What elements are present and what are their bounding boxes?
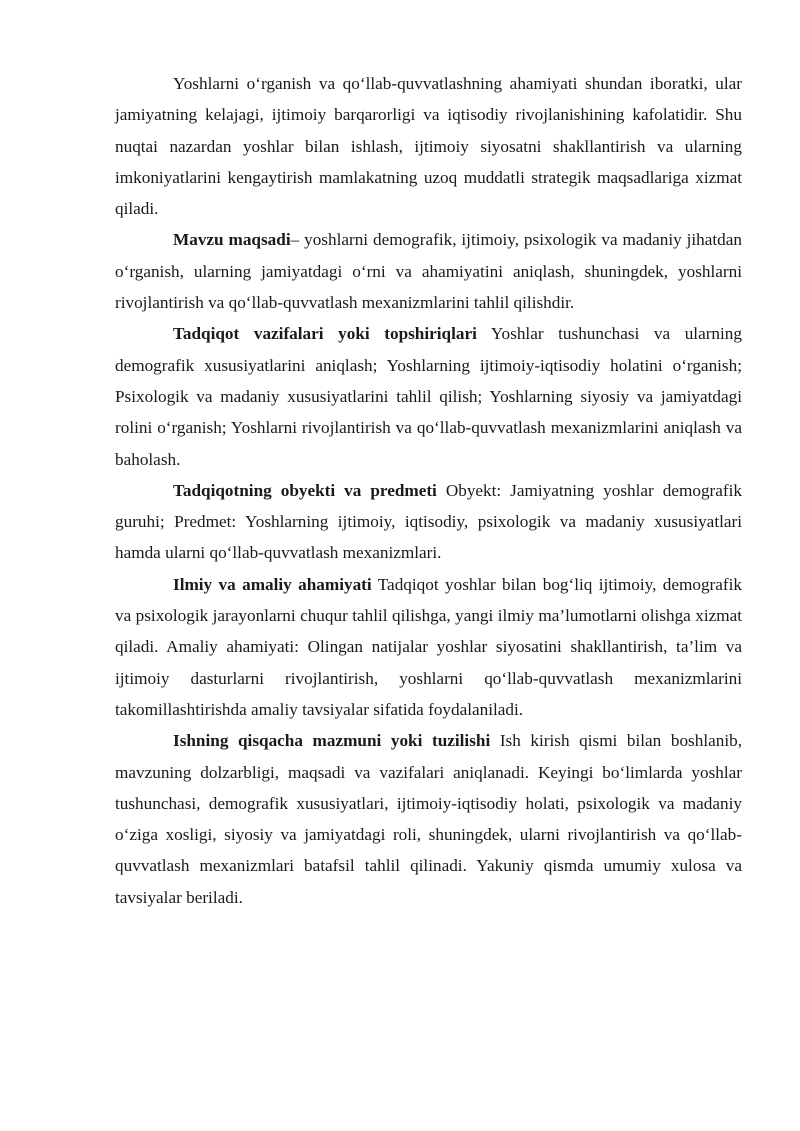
paragraph-heading: Ishning qisqacha mazmuni yoki tuzilishi <box>173 731 491 751</box>
paragraph-text: Tadqiqot yoshlar bilan bog‘liq ijtimoiy, demografik va psixologik jarayonlarni chuqur tahlil qilishga, yangi ilmiy ma’lumotlarni olishga xizmat qiladi. Amaliy ahamiyati: Olingan natijalar yoshlar siyosatini shakllantirish, ta’lim va ijtimoiy dasturlarni rivojlantirish, yoshlarni qo‘llab-quvvatlash mexanizmlarini takomillashtirishda amaliy tavsiyalar sifatida foydalaniladi. <box>115 574 743 719</box>
paragraph-heading: Ilmiy va amaliy ahamiyati <box>173 574 372 594</box>
paragraph-text: Obyekt: Jamiyatning yoshlar demografik guruhi; Predmet: Yoshlarning ijtimoiy, iqtisodiy, psixologik va madaniy xususiyatlari hamda ularni qo‘llab-quvvatlash mexanizmlari. <box>115 480 742 563</box>
paragraph-significance <box>115 569 742 725</box>
paragraph-structure <box>115 725 742 913</box>
paragraph-intro <box>115 68 742 224</box>
paragraph-heading: Tadqiqot vazifalari yoki topshiriqlari <box>173 324 477 344</box>
paragraph-goal <box>115 224 742 318</box>
paragraph-text: Ish kirish qismi bilan boshlanib, mavzuning dolzarbligi, maqsadi va vazifalari aniqlanadi. Keyingi bo‘limlarda yoshlar tushunchasi, demografik xususiyatlari, ijtimoiy-iqtisodiy holati, psixologik va madaniy o‘ziga xosligi, siyosiy va jamiyatdagi roli, shuningdek, ularni rivojlantirish va qo‘llab-quvvatlash mexanizmlari batafsil tahlil qilinadi. Yakuniy qismda umumiy xulosa va tavsiyalar beriladi. <box>115 731 742 907</box>
paragraph-text: Yoshlarni o‘rganish va qo‘llab-quvvatlashning ahamiyati shundan iboratki, ular jamiyatning kelajagi, ijtimoiy barqarorligi va iqtisodiy rivojlanishining kafolatidir. Shu nuqtai nazardan yoshlar bilan ishlash, ijtimoiy siyosatni shakllantirish va ularning imkoniyatlarini kengaytirish mamlakatning uzoq muddatli strategik maqsadlariga xizmat qiladi. <box>115 74 742 219</box>
paragraph-text: – yoshlarni demografik, ijtimoiy, psixologik va madaniy jihatdan o‘rganish, ularning jamiyatdagi o‘rni va ahamiyatini aniqlash, shuningdek, yoshlarni rivojlantirish va qo‘llab-quvvatlash mexanizmlarini tahlil qilishdir. <box>115 230 742 313</box>
paragraph-text: Yoshlar tushunchasi va ularning demografik xususiyatlarini aniqlash; Yoshlarning ijtimoiy-iqtisodiy holatini o‘rganish; Psixologik va madaniy xususiyatlarini tahlil qilish; Yoshlarning siyosiy va jamiyatdagi rolini o‘rganish; Yoshlarni rivojlantirish va qo‘llab-quvvatlash mexanizmlarini aniqlash va baholash. <box>115 324 742 469</box>
document-body <box>115 68 742 913</box>
paragraph-heading: Tadqiqotning obyekti va predmeti <box>173 480 437 500</box>
paragraph-object-subject <box>115 475 742 569</box>
paragraph-tasks <box>115 318 742 474</box>
paragraph-heading: Mavzu maqsadi <box>173 230 291 250</box>
